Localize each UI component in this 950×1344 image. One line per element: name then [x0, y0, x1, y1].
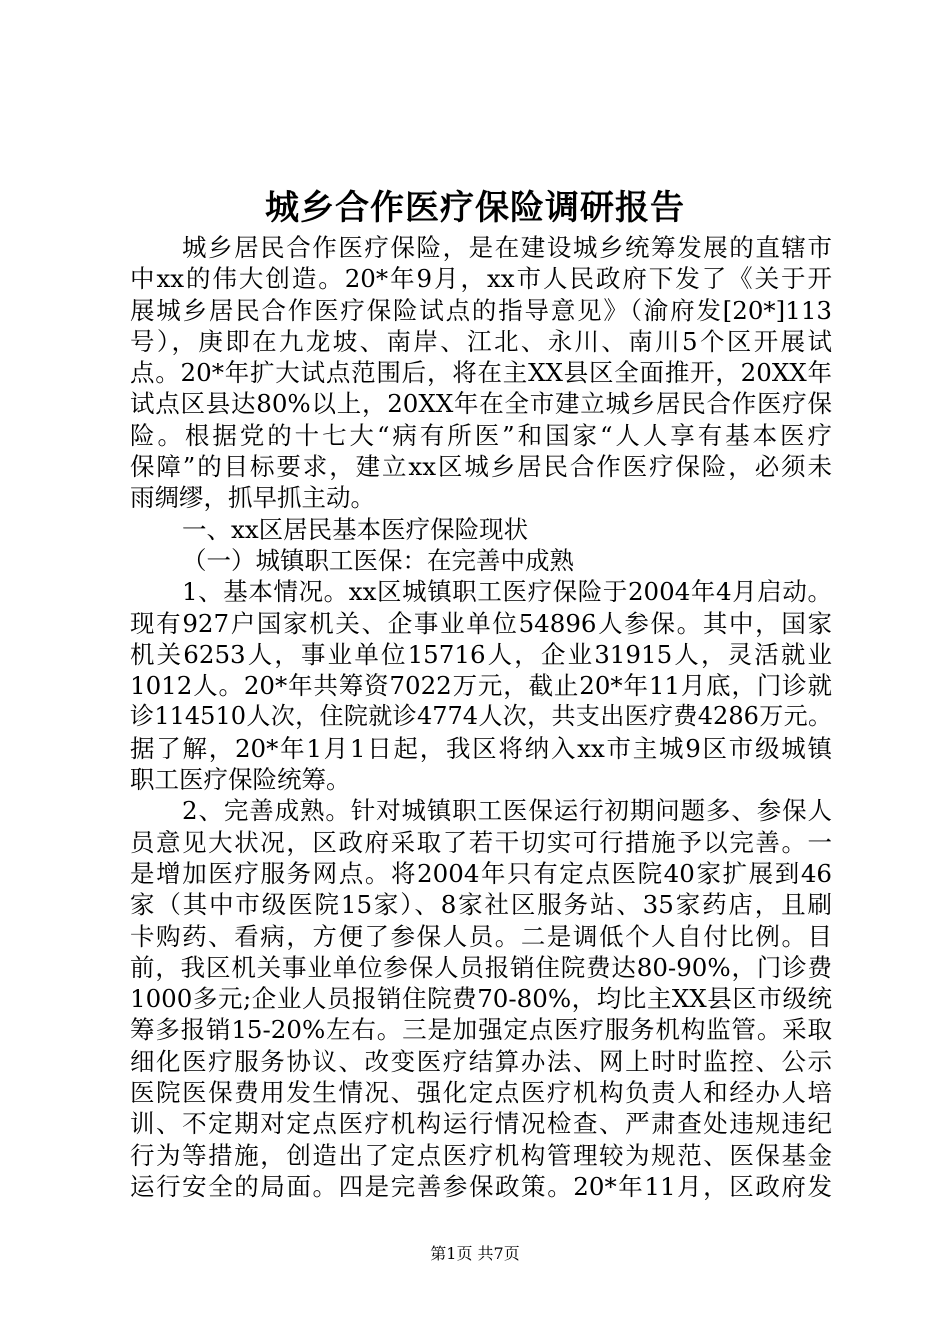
- text-line: 员意见大状况，区政府采取了若干切实可行措施予以完善。一: [130, 827, 832, 857]
- text-line: 保障”的目标要求，建立xx区城乡居民合作医疗保险，必须未: [130, 452, 832, 482]
- text-line: 筹多报销15-20%左右。三是加强定点医疗服务机构监管。采取: [130, 1015, 832, 1045]
- document-body: [130, 232, 832, 1202]
- text-line: 1012人。20*年共筹资7022万元，截止20*年11月底，门诊就: [130, 671, 832, 701]
- text-line: 2、完善成熟。针对城镇职工医保运行初期问题多、参保人: [182, 796, 832, 826]
- text-line: 险。根据党的十七大“病有所医”和国家“人人享有基本医疗: [130, 420, 832, 450]
- text-line: 机关6253人，事业单位15716人，企业31915人，灵活就业: [130, 639, 832, 669]
- document-title: 城乡合作医疗保险调研报告: [265, 188, 685, 228]
- text-line: （一）城镇职工医保：在完善中成熟: [182, 545, 574, 575]
- text-line: 展城乡居民合作医疗保险试点的指导意见》（渝府发[20*]113: [130, 295, 832, 325]
- text-line: 1000多元;企业人员报销住院费70-80%，均比主XX县区市级统: [130, 984, 832, 1014]
- text-line: 细化医疗服务协议、改变医疗结算办法、网上时时监控、公示: [130, 1046, 832, 1076]
- text-line: 是增加医疗服务网点。将2004年只有定点医院40家扩展到46: [130, 858, 832, 888]
- text-line: 试点区县达80%以上，20XX年在全市建立城乡居民合作医疗保: [130, 389, 832, 419]
- text-line: 职工医疗保险统筹。: [130, 765, 351, 795]
- text-line: 行为等措施，创造出了定点医疗机构管理较为规范、医保基金: [130, 1140, 832, 1170]
- text-line: 据了解，20*年1月1日起，我区将纳入xx市主城9区市级城镇: [130, 733, 832, 763]
- text-line: 卡购药、看病，方便了参保人员。二是调低个人自付比例。目: [130, 921, 832, 951]
- text-line: 现有927户国家机关、企事业单位54896人参保。其中，国家: [130, 608, 832, 638]
- text-line: 号），庚即在九龙坡、南岸、江北、永川、南川5个区开展试: [130, 326, 832, 356]
- text-line: 医院医保费用发生情况、强化定点医疗机构负责人和经办人培: [130, 1078, 832, 1108]
- text-line: 点。20*年扩大试点范围后，将在主XX县区全面推开，20XX年: [130, 358, 832, 388]
- text-line: 运行安全的局面。四是完善参保政策。20*年11月，区政府发: [130, 1171, 832, 1201]
- text-line: 一、xx区居民基本医疗保险现状: [182, 514, 529, 544]
- page-footer: 第1页 共7页: [430, 1244, 520, 1263]
- text-line: 1、基本情况。xx区城镇职工医疗保险于2004年4月启动。: [182, 577, 832, 607]
- text-line: 训、不定期对定点医疗机构运行情况检查、严肃查处违规违纪: [130, 1109, 832, 1139]
- text-line: 城乡居民合作医疗保险，是在建设城乡统筹发展的直辖市: [182, 233, 832, 262]
- text-line: 家（其中市级医院15家）、8家社区服务站、35家药店，且刷: [130, 890, 832, 920]
- text-line: 诊114510人次，住院就诊4774人次，共支出医疗费4286万元。: [130, 702, 832, 731]
- text-line: 雨绸缪，抓早抓主动。: [130, 483, 375, 513]
- text-line: 中xx的伟大创造。20*年9月，xx市人民政府下发了《关于开: [130, 264, 832, 294]
- text-line: 前，我区机关事业单位参保人员报销住院费达80-90%，门诊费: [130, 952, 832, 982]
